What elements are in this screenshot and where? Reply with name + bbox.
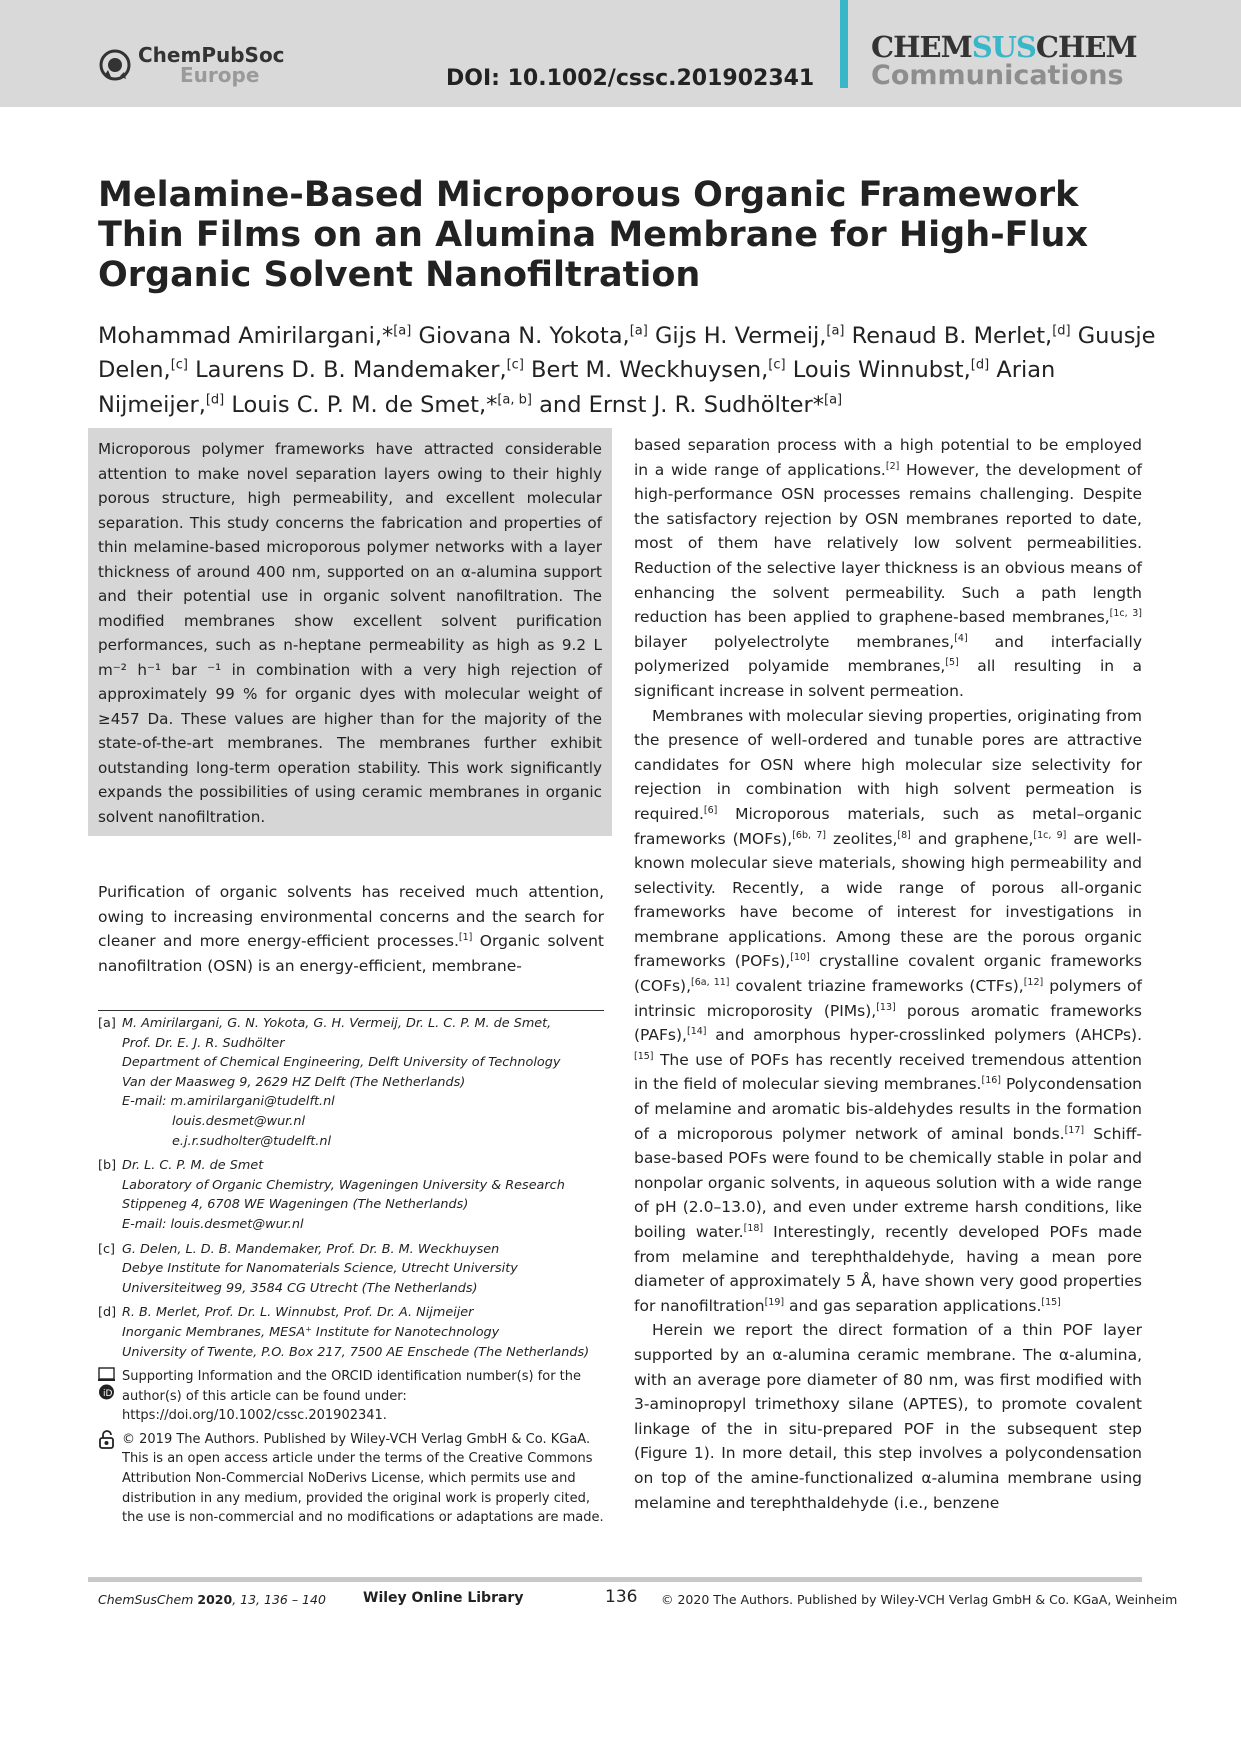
citation-ref[interactable]: [10] [790, 952, 810, 964]
citation-ref[interactable]: [15] [1041, 1296, 1061, 1308]
publisher-region: Europe [180, 63, 260, 87]
affiliation-text: R. B. Merlet, Prof. Dr. L. Winnubst, Prof. Dr. A. Nijmeijer Inorganic Membranes, MESA⁺ Institute for Nanotechnology University of Twente, P.O. Box 217, 7500 AE Enschede (The Netherlands) [122, 1305, 590, 1360]
affiliation-entry [98, 1303, 608, 1362]
journal-accent-bar [840, 0, 848, 88]
author-name: Giovana N. Yokota,[a] [418, 322, 648, 349]
supporting-info-note [98, 1367, 608, 1426]
author-name: Louis Winnubst,[d] [792, 357, 990, 383]
supporting-info-text: Supporting Information and the ORCID identification number(s) for the author(s) of this article can be found under: https://doi.org/10.1002/cssc.201902341. [122, 1369, 582, 1424]
author-name: Renaud B. Merlet,[d] [851, 322, 1071, 349]
author-name: Mohammad Amirilargani,*[a] [98, 322, 412, 349]
author-affiliation-mark: [c] [768, 357, 786, 373]
chempubsoc-logo-icon [98, 48, 132, 82]
author-name: Bert M. Weckhuysen,[c] [531, 357, 786, 383]
page-number: 136 [605, 1587, 638, 1607]
affiliation-label: [d] [98, 1305, 117, 1321]
author-name: Laurens D. B. Mandemaker,[c] [195, 357, 524, 383]
affiliation-entry [98, 1014, 608, 1151]
affiliations [98, 1014, 608, 1528]
citation-ref[interactable]: [1c, 3] [1109, 608, 1142, 619]
citation-ref[interactable]: [18] [743, 1222, 764, 1234]
license-text: © 2019 The Authors. Published by Wiley-VCH Verlag GmbH & Co. KGaA. This is an open access article under the terms of the Creative Commons Attribution Non-Commercial NoDerivs License, which permits use and distribution in any medium, provided the original work is properly cited, the use is non-commercial and no modifications or adaptations are made. [122, 1431, 604, 1526]
article-type: Communications [871, 60, 1124, 91]
citation-ref[interactable]: [5] [945, 657, 959, 669]
abstract-box [88, 428, 612, 836]
author-affiliation-mark: [a] [393, 323, 412, 338]
citation-ref[interactable]: [19] [764, 1296, 785, 1308]
author-affiliation-mark: [c] [170, 357, 188, 373]
orcid-icon [98, 1367, 122, 1426]
intro-left-column [98, 880, 604, 978]
author-name: Guusje Delen,[c] [98, 322, 1156, 383]
affiliation-label: [a] [98, 1016, 116, 1031]
footer-copyright: © 2020 The Authors. Published by Wiley-VCH Verlag GmbH & Co. KGaA, Weinheim [661, 1592, 1178, 1607]
author-list [98, 316, 1158, 420]
citation-ref[interactable]: [13] [876, 1001, 896, 1013]
affiliation-divider [98, 1010, 604, 1011]
citation-ref[interactable]: [6b, 7] [792, 829, 826, 841]
citation-ref[interactable]: [17] [1064, 1124, 1085, 1136]
citation-ref[interactable]: [4] [954, 632, 968, 644]
author-affiliation-mark: [c] [506, 357, 524, 373]
affiliation-label: [b] [98, 1158, 117, 1174]
author-name: Arian Nijmeijer,[d] [98, 357, 1056, 418]
author-affiliation-mark: [a] [629, 323, 648, 338]
abstract-text: Microporous polymer frameworks have attracted considerable attention to make novel separation layers owing to their highly porous structure, high permeability, and excellent molecular separation. This study concerns the fabrication and properties of thin melamine-based microporous polymer networks with a layer thickness of around 400 nm, supported on an α-alumina support and their potential use in organic solvent nanofiltration. The modified membranes show excellent solvent purification performances, such as n-heptane permeability as high as 9.2 L m⁻² h⁻¹ bar ⁻¹ in combination with a very high rejection of approximately 99 % for organic dyes with molecular weight of ≥457 Da. These values are higher than for the majority of the state-of-the-art membranes. The membranes further exhibit outstanding long-term operation stability. This work significantly expands the possibilities of using ceramic membranes in organic solvent nanofiltration. [98, 440, 602, 826]
author-affiliation-mark: [a, b] [497, 392, 532, 407]
publisher-logo [98, 45, 285, 85]
publisher-name: ChemPubSoc [138, 43, 285, 67]
citation-ref[interactable]: [1c, 9] [1033, 829, 1067, 841]
footer-divider [88, 1577, 1142, 1582]
license-note [98, 1430, 608, 1528]
article-title: Melamine-Based Microporous Organic Framework Thin Films on an Alumina Membrane for High-Flux Organic Solvent Nanofiltration [98, 175, 1089, 295]
journal-masthead [871, 30, 1137, 91]
author-name: Louis C. P. M. de Smet,*[a, b] [231, 391, 532, 418]
footer-citation: ChemSusChem 2020, 13, 136 – 140 [98, 1592, 326, 1607]
citation-ref[interactable]: [6a, 11] [691, 976, 730, 988]
affiliation-label: [c] [98, 1241, 116, 1257]
citation-ref[interactable]: [6] [703, 804, 718, 816]
citation-ref[interactable]: [16] [981, 1075, 1001, 1087]
author-affiliation-mark: [d] [205, 392, 225, 407]
journal-name: CHEMSUSCHEM [871, 30, 1137, 64]
affiliation-entry [98, 1240, 608, 1299]
affiliation-text: G. Delen, L. D. B. Mandemaker, Prof. Dr. B. M. Weckhuysen Debye Institute for Nanomaterials Science, Utrecht University Universiteitweg 99, 3584 CG Utrecht (The Netherlands) [122, 1241, 518, 1296]
author-affiliation-mark: [a] [824, 392, 843, 407]
citation-ref[interactable]: [2] [885, 460, 900, 472]
citation-ref[interactable]: [8] [897, 829, 911, 841]
citation-ref[interactable]: [14] [686, 1026, 707, 1038]
affiliation-text: M. Amirilargani, G. N. Yokota, G. H. Vermeij, Dr. L. C. P. M. de Smet, Prof. Dr. E. J. R. Sudhölter Department of Chemical Engineering, Delft University of Technology Van der Maasweg 9, 2629 HZ Delft (The Netherlands) E-mail: m.amirilargani@tudelft.nl louis.desmet@wur.nl e.j.r.sudholter@tudelft.nl [122, 1014, 560, 1151]
page-header [0, 0, 1241, 107]
affiliation-email[interactable]: e.j.r.sudholter@tudelft.nl [172, 1133, 331, 1149]
svg-text:iD: iD [103, 1389, 113, 1400]
affiliation-entry [98, 1156, 608, 1234]
body-paragraph: Membranes with molecular sieving properties, originating from the presence of well-ordered and tunable pores are attractive candidates for OSN where high molecular size selectivity for rejection in combination with high solvent permeation is required.[6] Microporous materials, such as metal–organic frameworks (MOFs),[6b, 7] zeolites,[8] and graphene,[1c, 9] are well-known molecular sieve materials, showing high permeability and selectivity. Recently, a wide range of porous all-organic frameworks have become of interest for investigations in membrane applications. Among these are the porous organic frameworks (POFs),[10] crystalline covalent organic frameworks (COFs),[6a, 11] covalent triazine frameworks (CTFs),[12] polymers of intrinsic microporosity (PIMs),[13] porous aromatic frameworks (PAFs),[14] and amorphous hyper-crosslinked polymers (AHCPs).[15] The use of POFs has recently received tremendous attention in the field of molecular sieving membranes.[16] Polycondensation of melamine and aromatic bis-aldehydes results in the formation of a microporous polymer network of aminal bonds.[17] Schiff-base-based POFs were found to be chemically stable in polar and nonpolar organic solvents, in aqueous solution with a wide range of pH (2.0–13.0), and even under extreme harsh conditions, like boiling water.[18] Interestingly, recently developed POFs made from melamine and terephthaldehyde, having a mean pore diameter of approximately 5 Å, have shown very good properties for nanofiltration[19] and gas separation applications.[15] [634, 706, 1143, 1315]
author-name: Gijs H. Vermeij,[a] [654, 322, 845, 349]
author-affiliation-mark: [d] [970, 357, 990, 373]
wiley-online-library-link[interactable]: Wiley Online Library [363, 1590, 524, 1606]
author-affiliation-mark: [d] [1052, 323, 1071, 338]
affiliation-text: Dr. L. C. P. M. de Smet Laboratory of Organic Chemistry, Wageningen University & Research Stippeneg 4, 6708 WE Wageningen (The Netherlands) E-mail: louis.desmet@wur.nl [122, 1158, 565, 1232]
citation-ref[interactable]: [12] [1023, 976, 1044, 988]
intro-paragraph: Purification of organic solvents has received much attention, owing to increasing environmental concerns and the search for cleaner and more energy-efficient processes.[1] Organic solvent nanofiltration (OSN) is an energy-efficient, membrane- [98, 883, 604, 975]
body-paragraph: based separation process with a high potential to be employed in a wide range of applications.[2] However, the development of high-performance OSN processes remains challenging. Despite the satisfactory rejection by OSN membranes reported to date, most of them have relatively low solvent permeabilities. Reduction of the selective layer thickness is an obvious means of enhancing the solvent permeability. Such a path length reduction has been applied to graphene-based membranes,[1c, 3] bilayer polyelectrolyte membranes,[4] and interfacially polymerized polyamide membranes,[5] all resulting in a significant increase in solvent permeation. [634, 436, 1142, 700]
body-paragraph: Herein we report the direct formation of a thin POF layer supported by an α-alumina ceramic membrane. The α-alumina, with an average pore diameter of 80 nm, was first modified with 3-aminopropyl trimethoxy silane (APTES), to promote covalent linkage of the in situ-prepared POF in the subsequent step (Figure 1). In more detail, this step involves a polycondensation on top of the amine-functionalized α-alumina membrane using melamine and terephthaldehyde (i.e., benzene [634, 1321, 1142, 1512]
citation-ref[interactable]: [1] [458, 932, 473, 944]
author-name: and Ernst J. R. Sudhölter*[a] [539, 391, 843, 418]
citation-ref[interactable]: [15] [634, 1050, 654, 1062]
affiliation-email[interactable]: louis.desmet@wur.nl [172, 1113, 305, 1129]
right-column [634, 433, 1142, 1515]
author-affiliation-mark: [a] [826, 323, 845, 338]
open-access-icon [98, 1430, 122, 1528]
doi-label[interactable]: DOI: 10.1002/cssc.201902341 [446, 66, 815, 91]
